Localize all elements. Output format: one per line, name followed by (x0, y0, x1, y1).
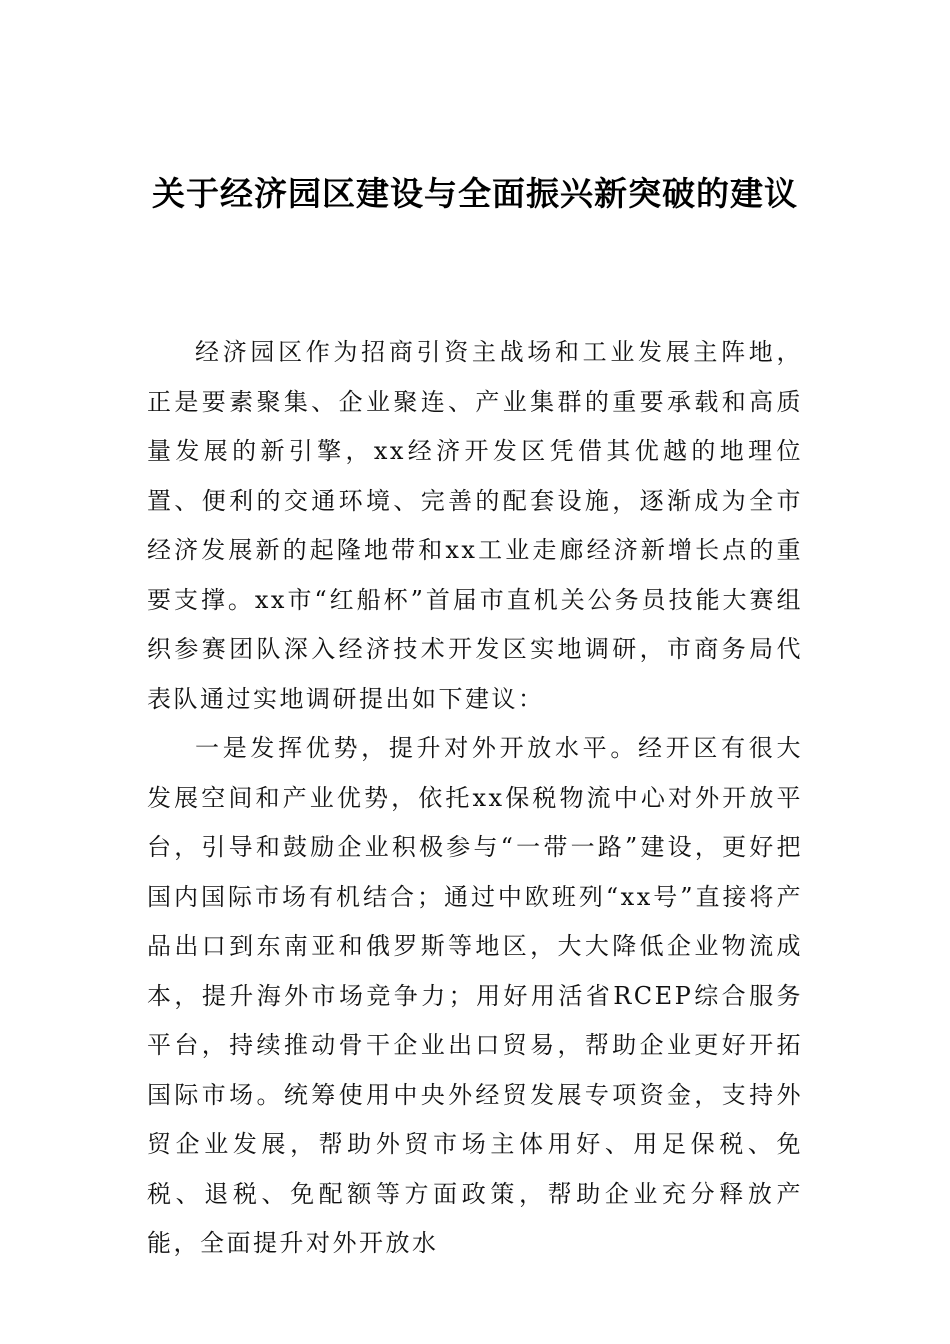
document-title: 关于经济园区建设与全面振兴新突破的建议 (152, 174, 798, 213)
paragraph-suggestion-one: 一是发挥优势，提升对外开放水平。经开区有很大发展空间和产业优势，依托xx保税物流中心对外开放平台，引导和鼓励企业积极参与“一带一路”建设，更好把国内国际市场有机结合；通过中欧班列“xx号”直接将产品出口到东南亚和俄罗斯等地区，大大降低企业物流成本，提升海外市场竞争力；用好用活省RCEP综合服务平台，持续推动骨干企业出口贸易，帮助企业更好开拓国际市场。统筹使用中央外经贸发展专项资金，支持外贸企业发展，帮助外贸市场主体用好、用足保税、免税、退税、免配额等方面政策，帮助企业充分释放产能，全面提升对外开放水 (147, 734, 803, 1257)
document-body (147, 328, 803, 1269)
paragraph-intro: 经济园区作为招商引资主战场和工业发展主阵地，正是要素聚集、企业聚连、产业集群的重要承载和高质量发展的新引擎，xx经济开发区凭借其优越的地理位置、便利的交通环境、完善的配套设施，逐渐成为全市经济发展新的起隆地带和xx工业走廊经济新增长点的重要支撑。xx市“红船杯”首届市直机关公务员技能大赛组织参赛团队深入经济技术开发区实地调研，市商务局代表队通过实地调研提出如下建议： (147, 338, 803, 713)
